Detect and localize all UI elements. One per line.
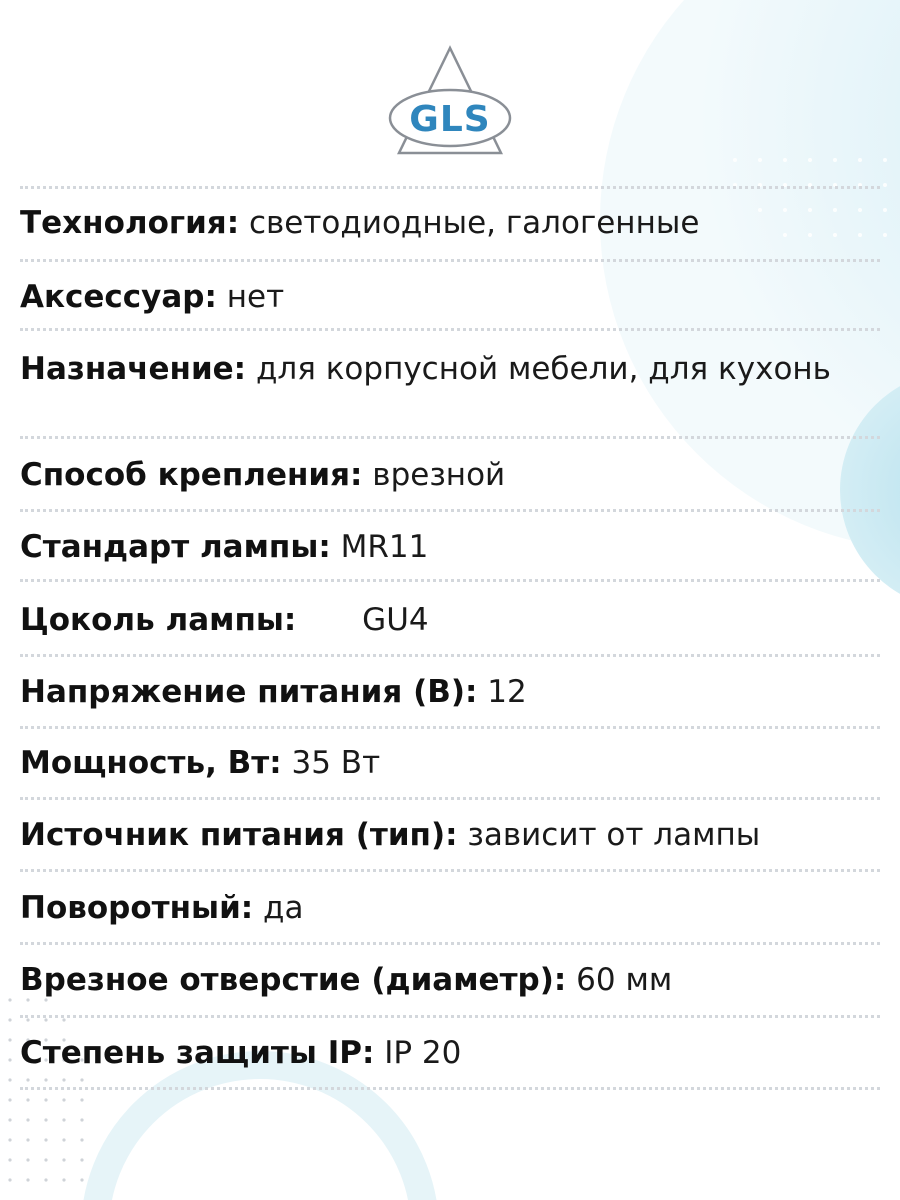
spec-value: врезной — [372, 457, 506, 493]
divider — [20, 436, 880, 439]
spec-label: Степень защиты IP: — [20, 1035, 375, 1071]
spec-row-accessory — [20, 280, 880, 314]
spec-row-purpose — [20, 352, 840, 386]
spec-label: Способ крепления: — [20, 457, 363, 493]
spec-row-power — [20, 746, 880, 780]
divider — [20, 654, 880, 657]
divider — [20, 259, 880, 262]
spec-label: Аксессуар: — [20, 279, 217, 315]
spec-row-rotatable — [20, 891, 880, 925]
spec-value: для корпусной мебели, для кухонь — [255, 351, 831, 387]
spec-row-cutout-diameter — [20, 963, 880, 997]
spec-label: Врезное отверстие (диаметр): — [20, 962, 567, 998]
divider — [20, 726, 880, 729]
spec-value: 60 мм — [576, 962, 673, 998]
spec-row-voltage — [20, 675, 880, 709]
spec-value: MR11 — [340, 529, 429, 565]
spec-row-ip-rating — [20, 1036, 880, 1070]
logo-text: GLS — [409, 99, 491, 140]
spec-row-lamp-standard — [20, 530, 880, 564]
divider — [20, 509, 880, 512]
divider — [20, 1015, 880, 1018]
dot-grid-bottom-left — [8, 998, 83, 1181]
divider — [20, 579, 880, 582]
spec-value: зависит от лампы — [467, 817, 761, 853]
spec-value: да — [263, 890, 304, 926]
spec-row-power-source — [20, 818, 880, 852]
divider — [20, 797, 880, 800]
spec-row-technology — [20, 206, 880, 240]
spec-value: GU4 — [362, 602, 429, 638]
spec-label: Поворотный: — [20, 890, 254, 926]
spec-label: Стандарт лампы: — [20, 529, 331, 565]
spec-label: Напряжение питания (В): — [20, 674, 478, 710]
divider — [20, 186, 880, 189]
spec-value: светодиодные, галогенные — [248, 205, 700, 241]
spec-label: Источник питания (тип): — [20, 817, 458, 853]
spec-value: IP 20 — [384, 1035, 462, 1071]
spec-value: 12 — [487, 674, 527, 710]
spec-label: Технология: — [20, 205, 240, 241]
spec-value: 35 Вт — [291, 745, 381, 781]
divider — [20, 869, 880, 872]
spec-row-lamp-socket — [20, 603, 880, 637]
divider — [20, 328, 880, 331]
gls-logo — [385, 45, 515, 160]
spec-value: нет — [226, 279, 285, 315]
spec-label: Цоколь лампы: — [20, 602, 297, 638]
spec-label: Мощность, Вт: — [20, 745, 282, 781]
spec-label: Назначение: — [20, 351, 247, 387]
bg-ring-bottom — [95, 1065, 425, 1200]
spec-row-mounting — [20, 458, 880, 492]
divider — [20, 1087, 880, 1090]
divider — [20, 942, 880, 945]
